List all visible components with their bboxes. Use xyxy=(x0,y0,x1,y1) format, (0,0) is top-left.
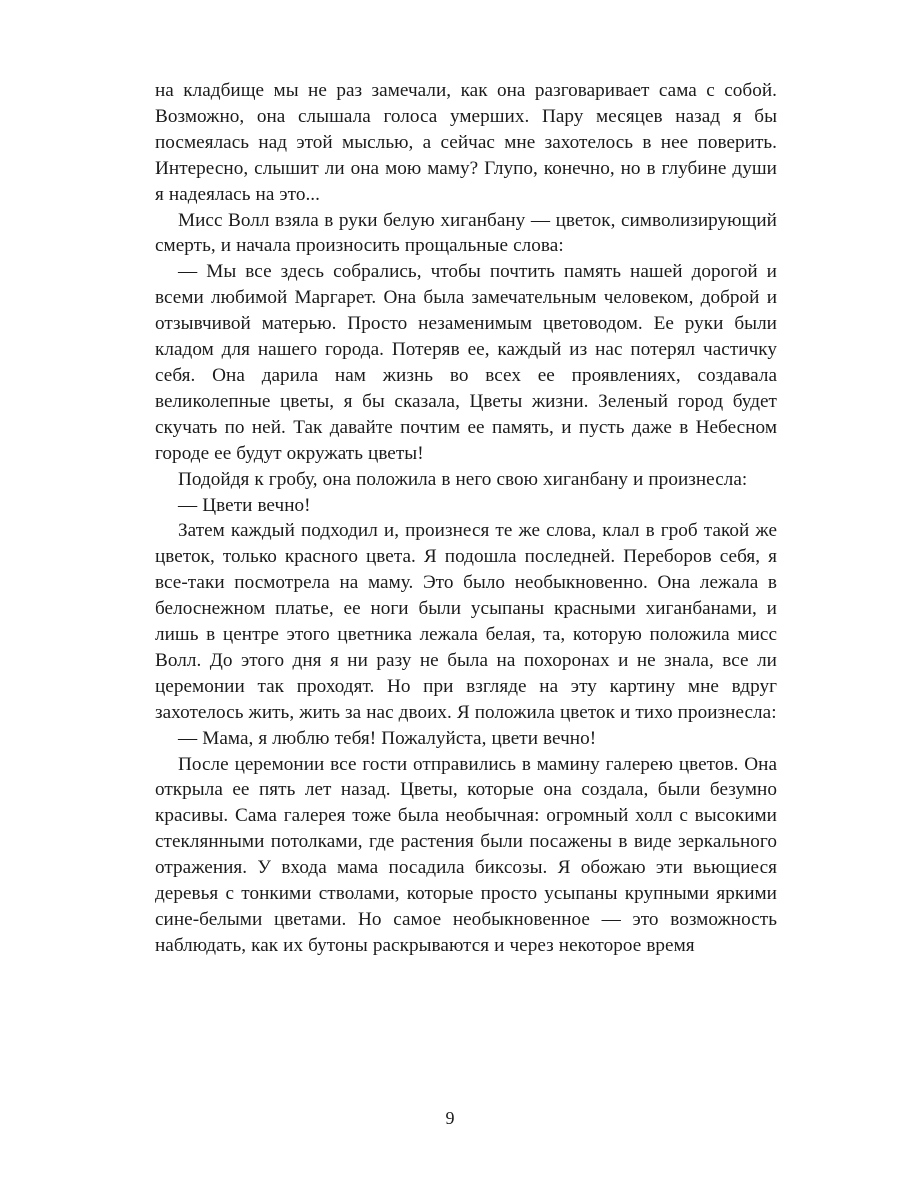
page-text-column xyxy=(155,78,777,959)
paragraph-coffin: Подойдя к гробу, она положила в него свою хиганбану и произнесла: xyxy=(178,468,748,490)
paragraph-dialogue-bloom-forever: — Цвети вечно! xyxy=(178,494,311,516)
paragraph-gallery: После церемонии все гости отправились в мамину галерею цветов. Она открыла ее пять лет назад. Цветы, которые она создала, были безумно красивы. Сама галерея тоже была необычная: огромный холл с высокими стеклянными потолками, где растения были посажены в виде зеркального отражения. У входа мама посадила биксозы. Я обожаю эти вьющиеся деревья с тонкими стволами, которые просто усыпаны крупными яркими сине-белыми цветами. Но самое необыкновенное — это возможность наблюдать, как их бутоны раскрываются и через некоторое время xyxy=(155,753,777,956)
paragraph-miss-woll: Мисс Волл взяла в руки белую хиганбану — цветок, символизирующий смерть, и начала произносить прощальные слова: xyxy=(155,209,777,257)
paragraph-dialogue-mama: — Мама, я люблю тебя! Пожалуйста, цвети вечно! xyxy=(178,727,597,749)
paragraph-ceremony: Затем каждый подходил и, произнеся те же слова, клал в гроб такой же цветок, только красного цвета. Я подошла последней. Переборов себя, я все-таки посмотрела на маму. Это было необыкновенно. Она лежала в белоснежном платье, ее ноги были усыпаны красными хиганбанами, и лишь в центре этого цветника лежала белая, та, которую положила мисс Волл. До этого дня я ни разу не была на похоронах и не знала, все ли церемонии так проходят. Но при взгляде на эту картину мне вдруг захотелось жить, жить за нас двоих. Я положила цветок и тихо произнесла: xyxy=(155,520,777,723)
paragraph-eulogy: — Мы все здесь собрались, чтобы почтить память нашей дорогой и всеми любимой Маргарет. Она была замечательным человеком, доброй и отзывчивой матерью. Просто незаменимым цветоводом. Ее руки были кладом для нашего города. Потеряв ее, каждый из нас потерял частичку себя. Она дарила нам жизнь во всех ее проявлениях, создавала великолепные цветы, я бы сказала, Цветы жизни. Зеленый город будет скучать по ней. Так давайте почтим ее память, и пусть даже в Небесном городе ее будут окружать цветы! xyxy=(155,261,777,464)
page-number: 9 xyxy=(445,1108,455,1128)
paragraph-continued: на кладбище мы не раз замечали, как она разговаривает сама с собой. Возможно, она слышала голоса умерших. Пару месяцев назад я бы посмеялась над этой мыслью, а сейчас мне захотелось в нее поверить. Интересно, слышит ли она мою маму? Глупо, конечно, но в глубине души я надеялась на это... xyxy=(155,80,777,205)
